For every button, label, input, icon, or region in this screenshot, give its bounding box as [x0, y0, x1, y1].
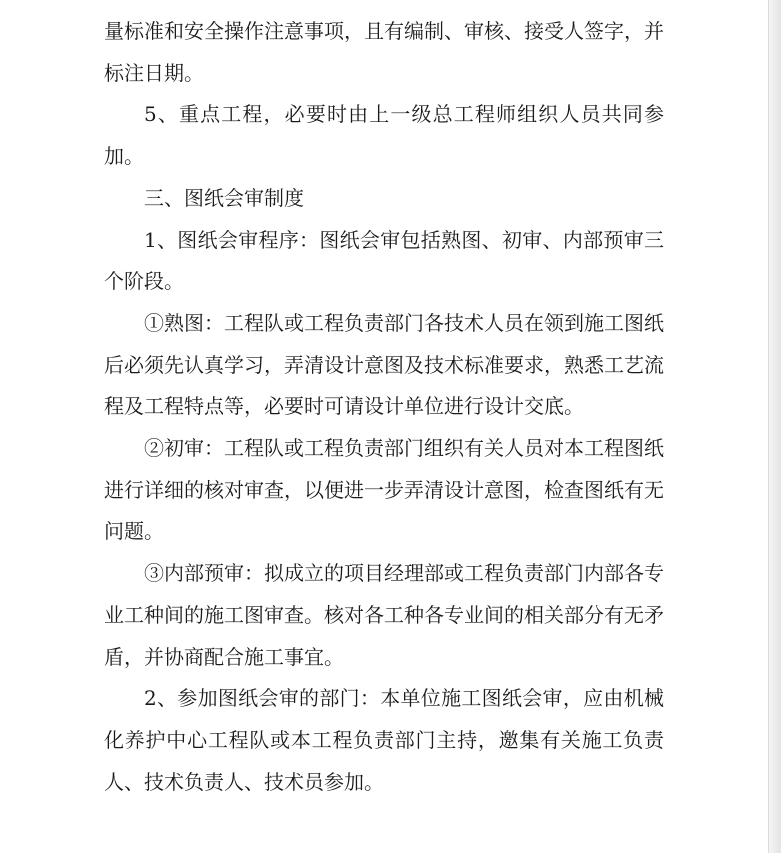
- paragraph-continuation: 量标准和安全操作注意事项，且有编制、审核、接受人签字，并标注日期。: [104, 19, 664, 85]
- document-body: [104, 11, 664, 803]
- paragraph-item-1: 1、图纸会审程序：图纸会审包括熟图、初审、内部预审三个阶段。: [104, 227, 664, 294]
- paragraph-item-5: 5、重点工程，必要时由上一级总工程师组织人员共同参加。: [104, 102, 664, 169]
- page-edge-scrollbar[interactable]: [768, 0, 781, 853]
- paragraph-initial-review: ②初审：工程队或工程负责部门组织有关人员对本工程图纸进行详细的核对审查，以便进一步弄清设计意图，检查图纸有无问题。: [104, 436, 664, 544]
- paragraph-familiarize: ①熟图：工程队或工程负责部门各技术人员在领到施工图纸后必须先认真学习，弄清设计意图及技术标准要求，熟悉工艺流程及工程特点等，必要时可请设计单位进行设计交底。: [104, 310, 664, 419]
- section-heading: 三、图纸会审制度: [144, 185, 304, 210]
- paragraph-item-2: 2、参加图纸会审的部门：本单位施工图纸会审，应由机械化养护中心工程队或本工程负责部门主持，邀集有关施工负责人、技术负责人、技术员参加。: [104, 686, 664, 794]
- paragraph-internal-review: ③内部预审：拟成立的项目经理部或工程负责部门内部各专业工种间的施工图审查。核对各工种各专业间的相关部分有无矛盾，并协商配合施工事宜。: [104, 561, 664, 669]
